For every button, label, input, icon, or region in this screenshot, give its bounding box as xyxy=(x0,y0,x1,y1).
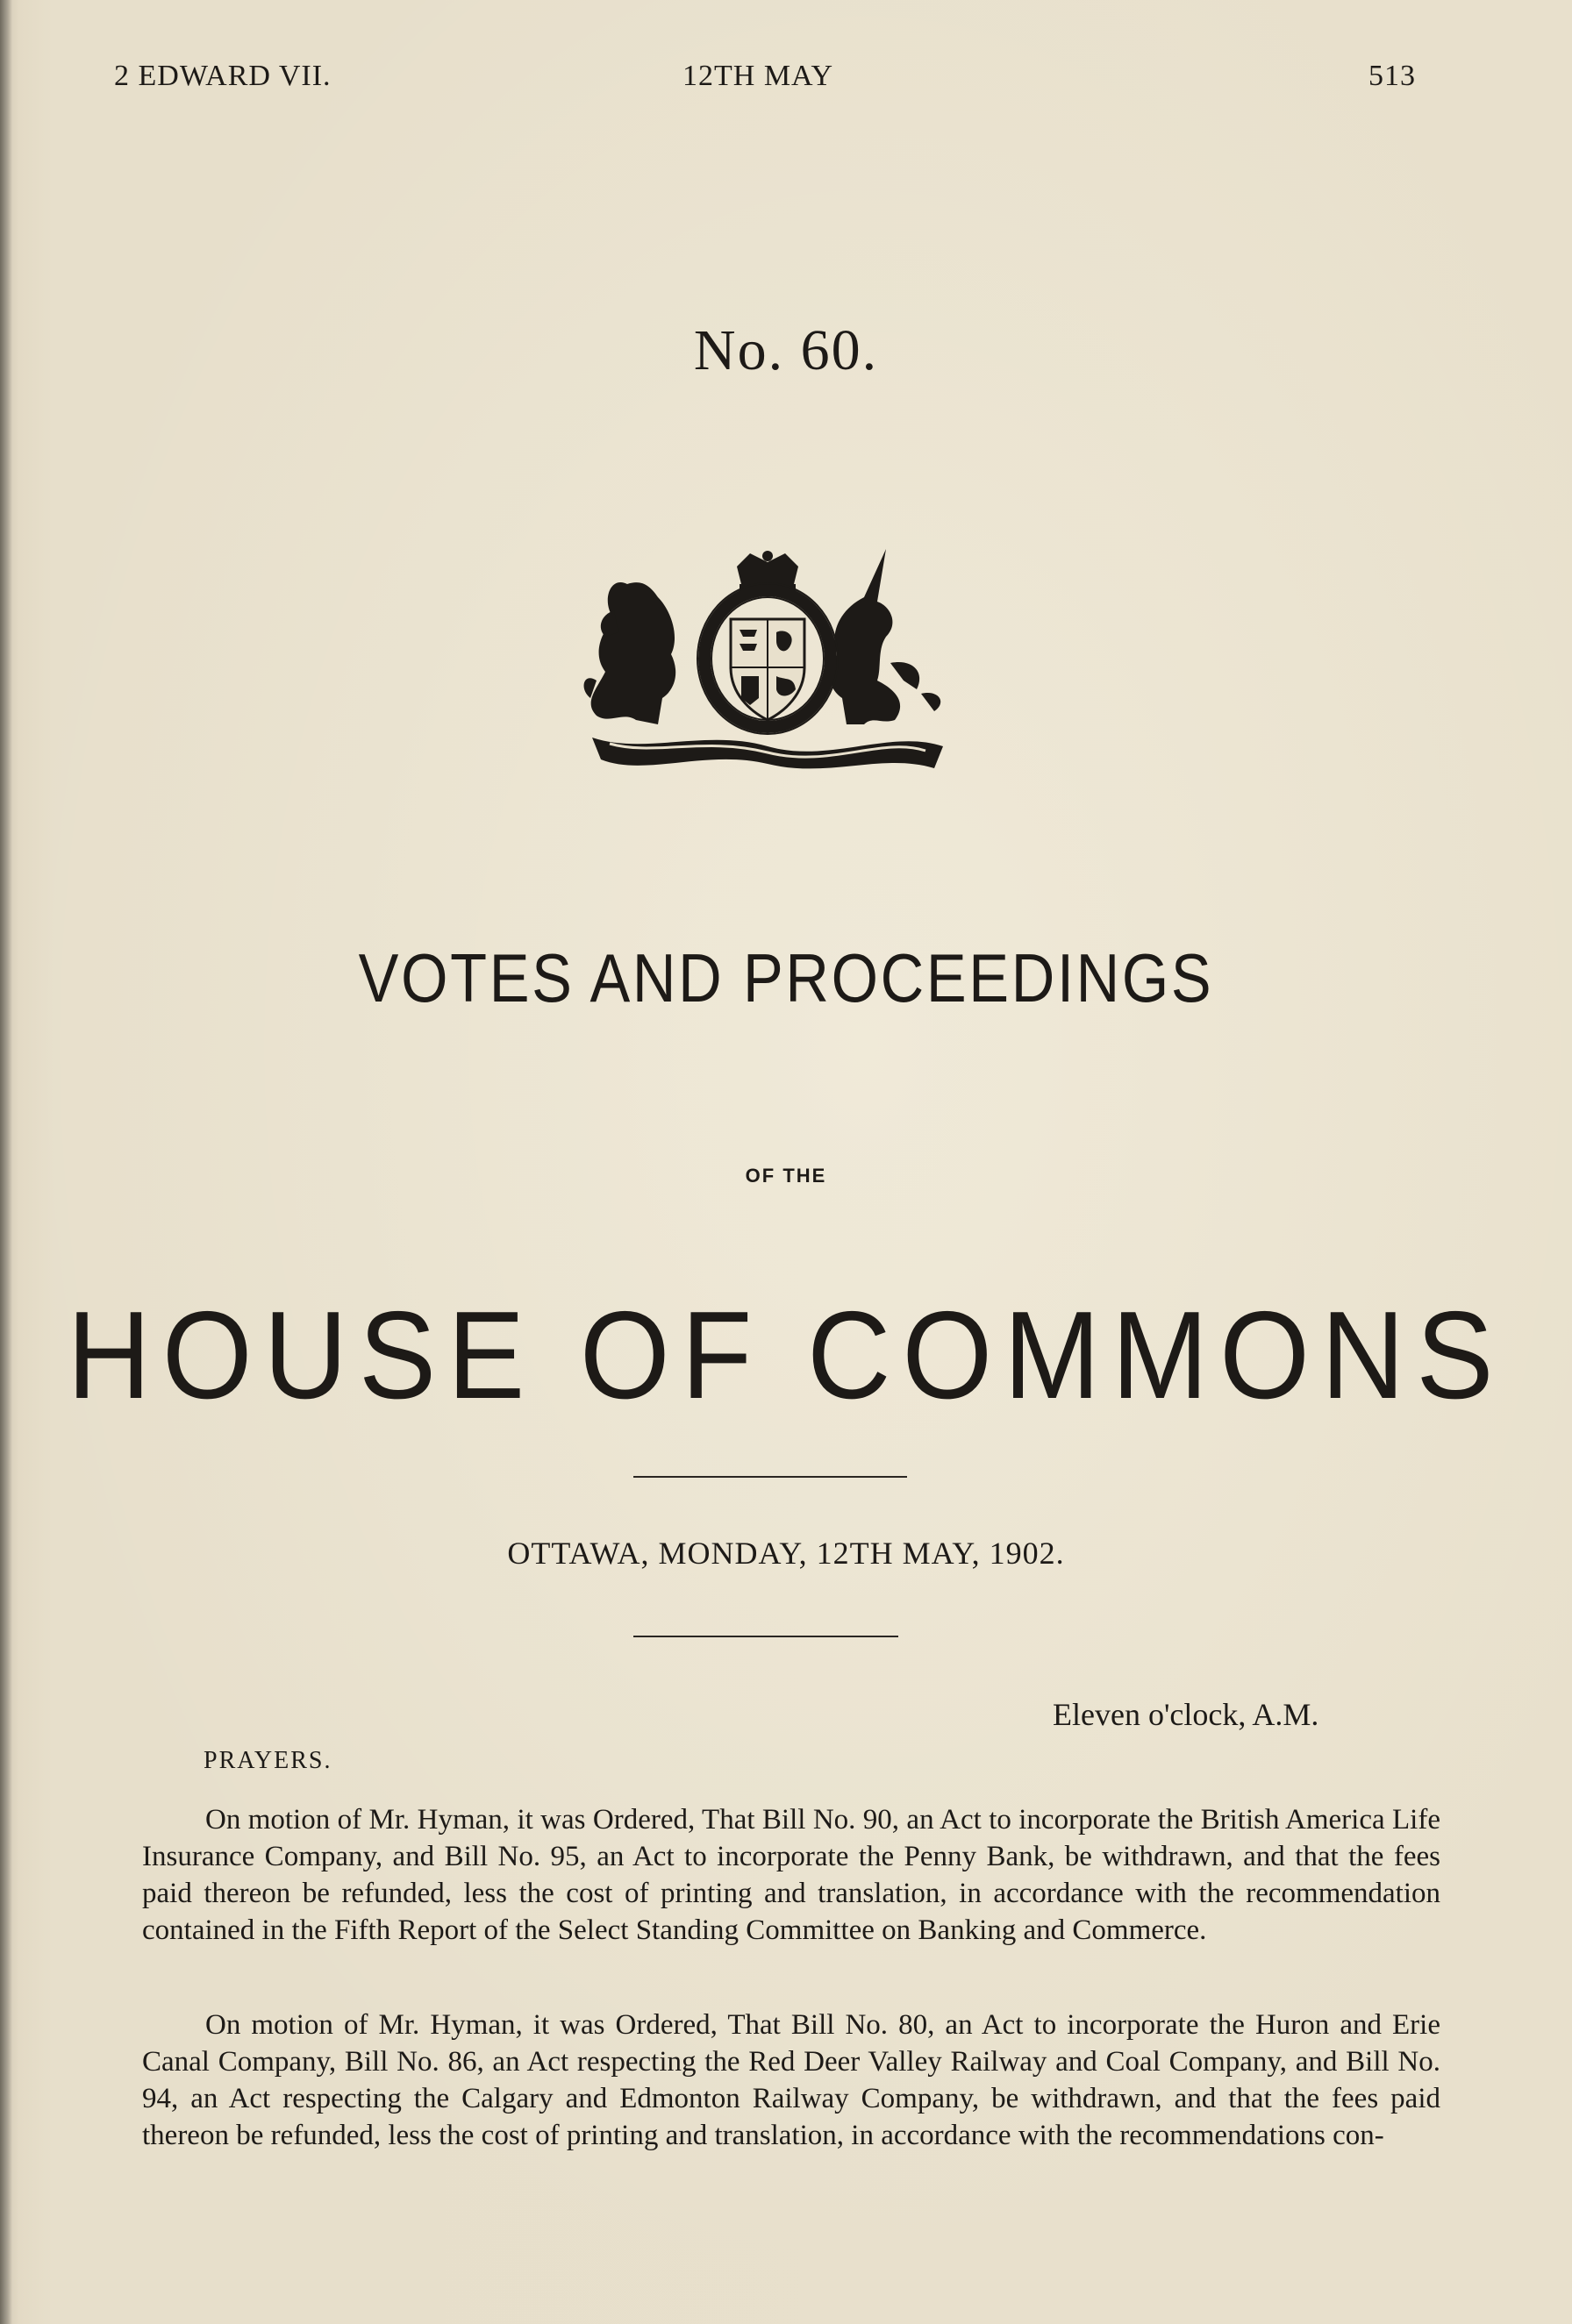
title-votes-and-proceedings: VOTES AND PROCEEDINGS xyxy=(358,939,1214,1016)
dateline: OTTAWA, MONDAY, 12TH MAY, 1902. xyxy=(507,1536,1065,1571)
page-number: 513 xyxy=(1368,60,1416,92)
paragraph-motion-2: On motion of Mr. Hyman, it was Ordered, That Bill No. 80, an Act to incorporate the Huron and Erie Canal Company, Bill No. 86, an Act respecting the Red Deer Valley Railway and Coal Company, and Bill No. 94, an Act respecting the Calgary and Edmonton Railway Company, be withdrawn, and that the fees paid thereon be refunded, less the cost of printing and translation, in accordance with the recommendations con- xyxy=(142,2009,1440,2151)
prayers-heading: PRAYERS. xyxy=(204,1747,332,1774)
title-connector: OF THE xyxy=(745,1165,827,1187)
paragraph-motion-1: On motion of Mr. Hyman, it was Ordered, That Bill No. 90, an Act to incorporate the British America Life Insurance Company, and Bill No. 95, an Act to incorporate the Penny Bank, be withdrawn, and that the fees paid thereon be refunded, less the cost of printing and translation, in accordance with the recommendation contained in the Fifth Report of the Select Standing Committee on Banking and Commerce. xyxy=(142,1804,1440,1946)
running-head-left: 2 EDWARD VII. xyxy=(114,60,332,92)
divider-rule-bottom xyxy=(633,1636,898,1637)
running-head-center: 12TH MAY xyxy=(682,60,834,92)
sitting-time: Eleven o'clock, A.M. xyxy=(1053,1697,1319,1732)
divider-rule-top xyxy=(633,1476,907,1478)
title-house-of-commons: HOUSE OF COMMONS xyxy=(67,1286,1505,1425)
issue-number: No. 60. xyxy=(693,318,879,382)
royal-coat-of-arms-icon xyxy=(575,549,961,777)
